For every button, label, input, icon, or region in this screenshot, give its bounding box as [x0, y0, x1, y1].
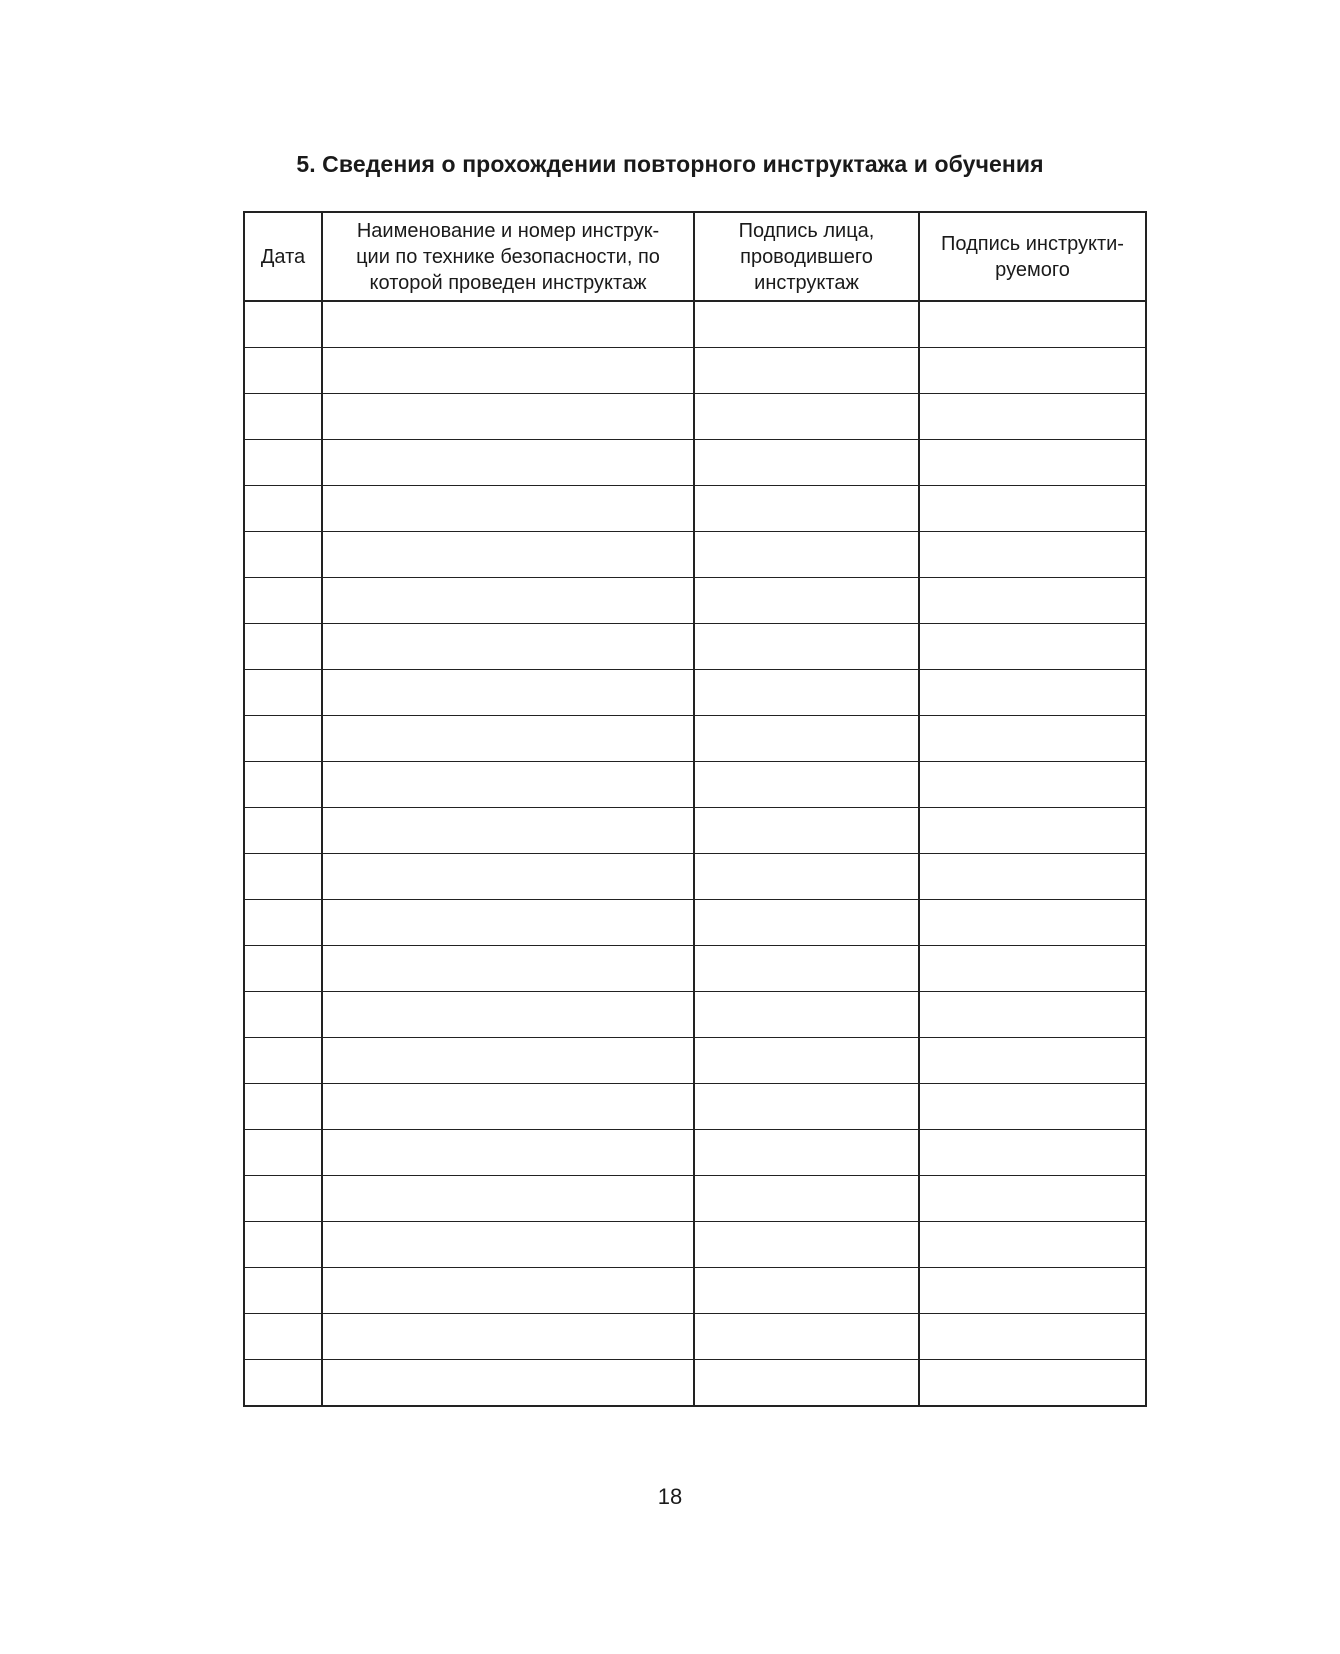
- cell-instruction-name: [322, 900, 694, 946]
- cell-instruction-name: [322, 670, 694, 716]
- cell-instruction-name: [322, 946, 694, 992]
- table-row: [244, 900, 1146, 946]
- cell-trainee-signature: [919, 946, 1146, 992]
- cell-date: [244, 762, 322, 808]
- cell-instructor-signature: [694, 1176, 919, 1222]
- table-row: [244, 301, 1146, 348]
- table-row: [244, 394, 1146, 440]
- table-row: [244, 716, 1146, 762]
- cell-instruction-name: [322, 348, 694, 394]
- cell-trainee-signature: [919, 1130, 1146, 1176]
- header-date-label: Дата: [260, 245, 306, 268]
- cell-date: [244, 1176, 322, 1222]
- cell-instructor-signature: [694, 532, 919, 578]
- cell-trainee-signature: [919, 440, 1146, 486]
- cell-instructor-signature: [694, 440, 919, 486]
- cell-instructor-signature: [694, 578, 919, 624]
- cell-date: [244, 1222, 322, 1268]
- cell-date: [244, 1314, 322, 1360]
- page-number: 18: [657, 1484, 683, 1509]
- page-title: 5. Сведения о прохождении повторного инструктажа и обучения: [296, 151, 1044, 177]
- cell-instruction-name: [322, 808, 694, 854]
- table-row: [244, 854, 1146, 900]
- cell-trainee-signature: [919, 1038, 1146, 1084]
- cell-instruction-name: [322, 716, 694, 762]
- instruction-log-table: [243, 211, 1147, 1407]
- table-row: [244, 1314, 1146, 1360]
- table-row: [244, 670, 1146, 716]
- cell-instruction-name: [322, 1222, 694, 1268]
- cell-instructor-signature: [694, 900, 919, 946]
- cell-instruction-name: [322, 301, 694, 348]
- cell-instructor-signature: [694, 1268, 919, 1314]
- cell-instructor-signature: [694, 624, 919, 670]
- cell-instruction-name: [322, 440, 694, 486]
- cell-date: [244, 394, 322, 440]
- cell-trainee-signature: [919, 854, 1146, 900]
- cell-instruction-name: [322, 1084, 694, 1130]
- cell-instruction-name: [322, 854, 694, 900]
- header-instruction-name: [322, 212, 694, 301]
- cell-instructor-signature: [694, 1130, 919, 1176]
- table-row: [244, 1268, 1146, 1314]
- cell-date: [244, 532, 322, 578]
- cell-trainee-signature: [919, 624, 1146, 670]
- cell-date: [244, 301, 322, 348]
- table-row: [244, 992, 1146, 1038]
- cell-trainee-signature: [919, 1360, 1146, 1407]
- cell-instructor-signature: [694, 946, 919, 992]
- table-row: [244, 1222, 1146, 1268]
- cell-trainee-signature: [919, 1084, 1146, 1130]
- table-row: [244, 762, 1146, 808]
- cell-instructor-signature: [694, 808, 919, 854]
- table-body: [244, 301, 1146, 1406]
- cell-trainee-signature: [919, 532, 1146, 578]
- header-trainee-signature: [919, 212, 1146, 301]
- cell-date: [244, 1360, 322, 1407]
- cell-instructor-signature: [694, 670, 919, 716]
- cell-instruction-name: [322, 624, 694, 670]
- cell-date: [244, 808, 322, 854]
- table-row: [244, 348, 1146, 394]
- cell-date: [244, 670, 322, 716]
- cell-date: [244, 900, 322, 946]
- cell-date: [244, 992, 322, 1038]
- table-row: [244, 1130, 1146, 1176]
- cell-instruction-name: [322, 532, 694, 578]
- table-row: [244, 1038, 1146, 1084]
- cell-trainee-signature: [919, 900, 1146, 946]
- cell-instructor-signature: [694, 348, 919, 394]
- header-trainee-signature-label: Подпись инструкти- руемого: [941, 232, 1124, 281]
- cell-instruction-name: [322, 486, 694, 532]
- cell-trainee-signature: [919, 1176, 1146, 1222]
- cell-trainee-signature: [919, 670, 1146, 716]
- table-header-row: [244, 212, 1146, 301]
- cell-trainee-signature: [919, 716, 1146, 762]
- cell-trainee-signature: [919, 992, 1146, 1038]
- cell-instructor-signature: [694, 394, 919, 440]
- cell-instructor-signature: [694, 854, 919, 900]
- cell-instructor-signature: [694, 1314, 919, 1360]
- cell-trainee-signature: [919, 348, 1146, 394]
- cell-instruction-name: [322, 1038, 694, 1084]
- cell-trainee-signature: [919, 578, 1146, 624]
- table-row: [244, 578, 1146, 624]
- cell-instructor-signature: [694, 486, 919, 532]
- cell-trainee-signature: [919, 1268, 1146, 1314]
- cell-instructor-signature: [694, 1084, 919, 1130]
- cell-instructor-signature: [694, 1222, 919, 1268]
- table-row: [244, 624, 1146, 670]
- table-row: [244, 532, 1146, 578]
- cell-trainee-signature: [919, 301, 1146, 348]
- cell-instructor-signature: [694, 1360, 919, 1407]
- header-instructor-signature-label: Подпись лица, проводившего инструктаж: [738, 219, 875, 294]
- header-instruction-name-label: Наименование и номер инструк- ции по технике безопасности, по которой проведен инструктаж: [356, 219, 660, 294]
- cell-instruction-name: [322, 1268, 694, 1314]
- table-row: [244, 440, 1146, 486]
- cell-instruction-name: [322, 762, 694, 808]
- cell-instructor-signature: [694, 992, 919, 1038]
- cell-date: [244, 1084, 322, 1130]
- table-row: [244, 486, 1146, 532]
- cell-instruction-name: [322, 578, 694, 624]
- cell-instruction-name: [322, 992, 694, 1038]
- table-row: [244, 946, 1146, 992]
- cell-date: [244, 348, 322, 394]
- cell-date: [244, 716, 322, 762]
- cell-date: [244, 1130, 322, 1176]
- table-row: [244, 1176, 1146, 1222]
- cell-date: [244, 624, 322, 670]
- cell-date: [244, 946, 322, 992]
- cell-instructor-signature: [694, 762, 919, 808]
- cell-trainee-signature: [919, 1314, 1146, 1360]
- cell-date: [244, 854, 322, 900]
- table-row: [244, 1084, 1146, 1130]
- cell-date: [244, 1268, 322, 1314]
- cell-trainee-signature: [919, 1222, 1146, 1268]
- cell-instructor-signature: [694, 716, 919, 762]
- cell-date: [244, 440, 322, 486]
- cell-trainee-signature: [919, 394, 1146, 440]
- cell-trainee-signature: [919, 486, 1146, 532]
- cell-instruction-name: [322, 394, 694, 440]
- cell-trainee-signature: [919, 762, 1146, 808]
- cell-date: [244, 486, 322, 532]
- table-row: [244, 1360, 1146, 1407]
- cell-date: [244, 578, 322, 624]
- cell-instruction-name: [322, 1314, 694, 1360]
- cell-instruction-name: [322, 1360, 694, 1407]
- header-instructor-signature: [694, 212, 919, 301]
- cell-instruction-name: [322, 1130, 694, 1176]
- cell-instructor-signature: [694, 1038, 919, 1084]
- cell-date: [244, 1038, 322, 1084]
- table-row: [244, 808, 1146, 854]
- cell-trainee-signature: [919, 808, 1146, 854]
- cell-instruction-name: [322, 1176, 694, 1222]
- cell-instructor-signature: [694, 301, 919, 348]
- header-date: [244, 212, 322, 301]
